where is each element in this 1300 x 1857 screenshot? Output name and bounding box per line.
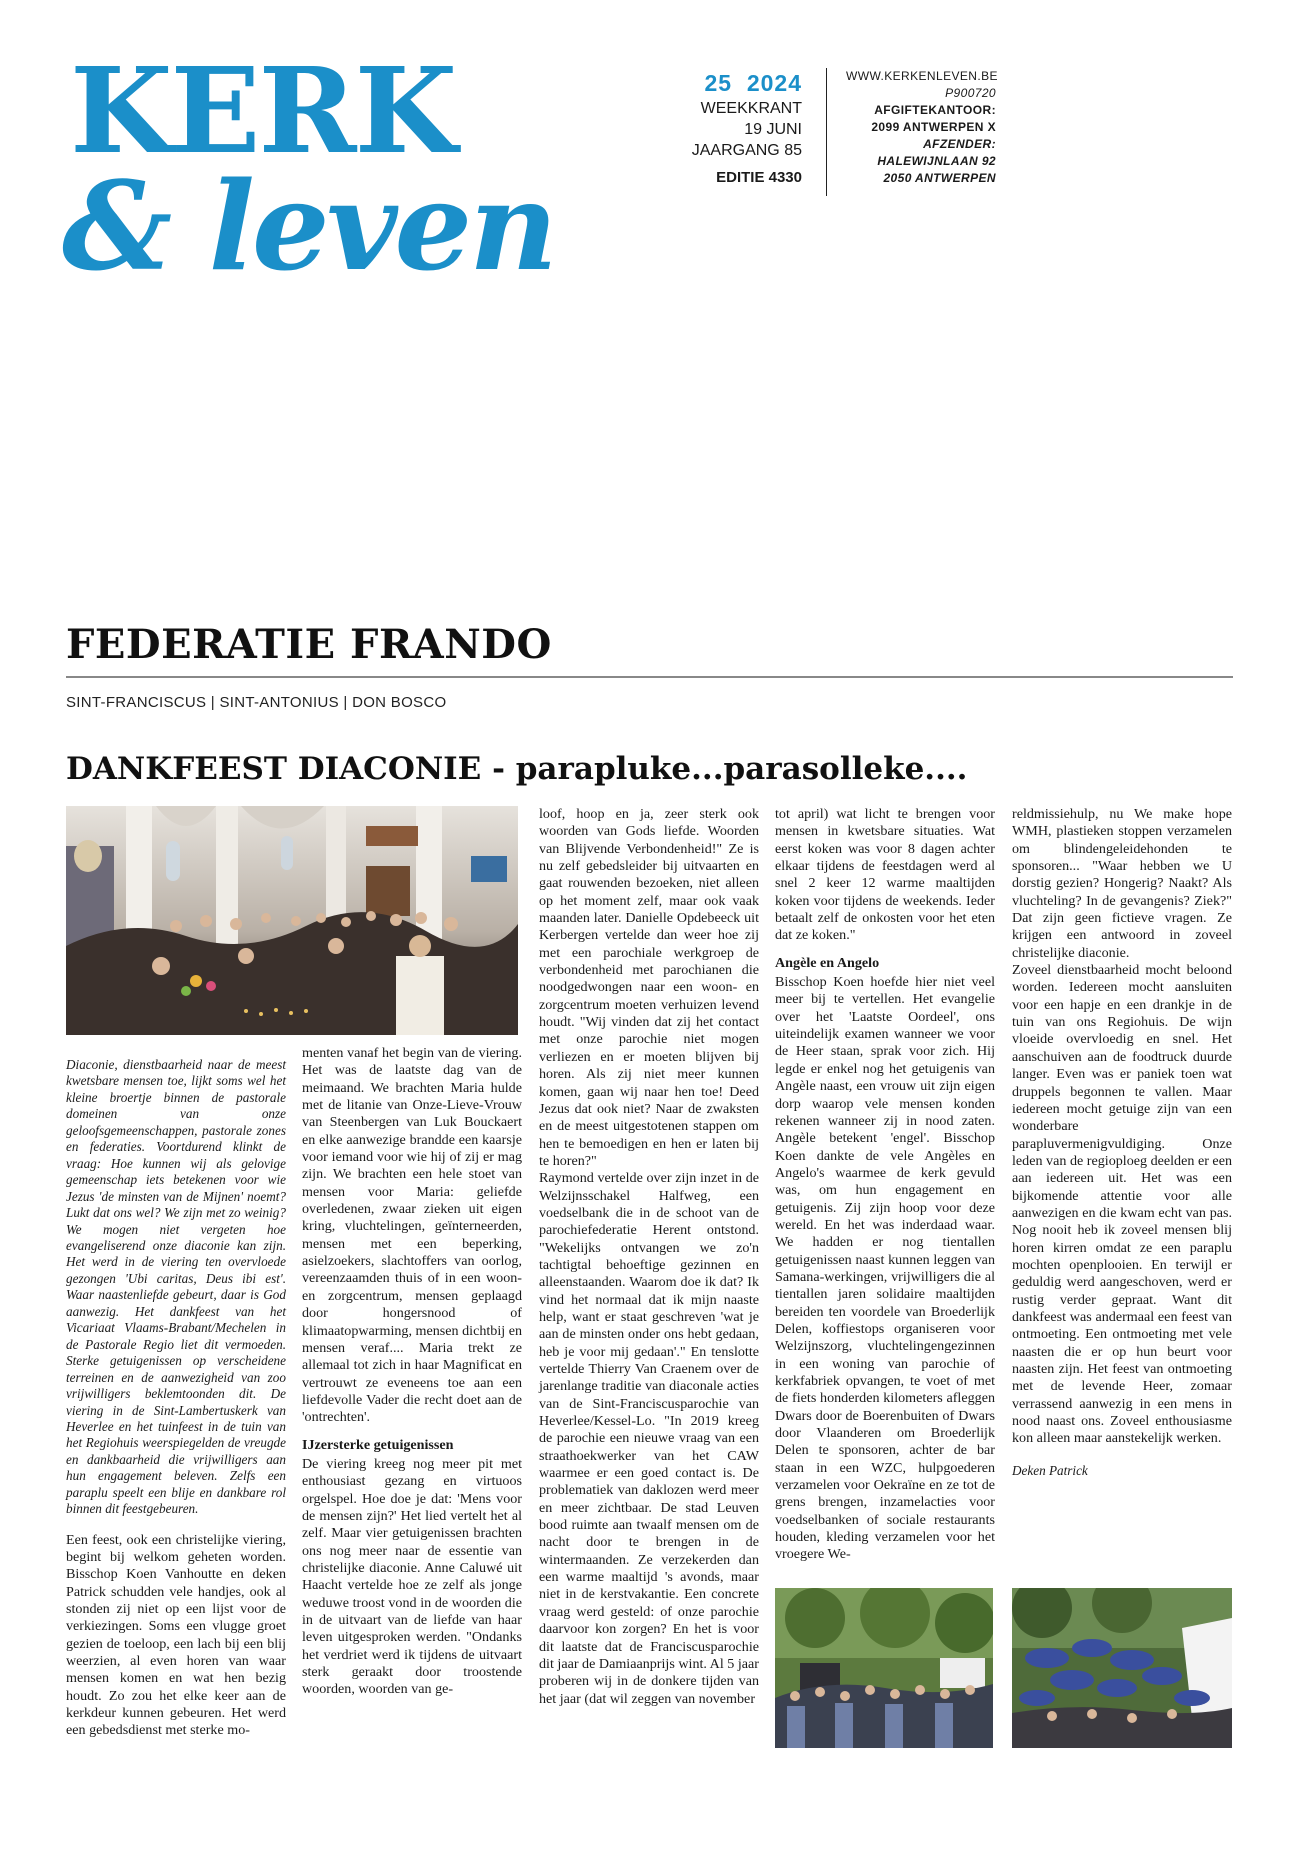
- permit: P900720: [945, 86, 996, 100]
- masthead-divider: [826, 68, 827, 196]
- edition-number: EDITIE 4330: [716, 169, 802, 186]
- sender-street: HALEWIJNLAAN 92: [877, 154, 996, 168]
- issue-date: 19 JUNI: [744, 121, 802, 138]
- parish-list: SINT-FRANCISCUS | SINT-ANTONIUS | DON BOSCO: [66, 694, 447, 711]
- issue-no: 25: [704, 70, 733, 96]
- office-label: AFGIFTEKANTOOR:: [874, 103, 996, 117]
- subheading-angele: Angèle en Angelo: [775, 954, 880, 971]
- article-column-3: [539, 806, 759, 1708]
- column4-paragraph-1: tot april) wat licht te brengen voor mensen in kwetsbare situaties. Wat eerst koken was voor 8 dagen achter elkaar tijdens de feestdagen werd al snel 2 keer 12 warme maaltijden koken voor tijdens de weekends. Ieder betaalt zelf de onkosten voor het eten dat ze koken.": [775, 806, 995, 944]
- article-column-2: [302, 1045, 522, 1699]
- sender-label: AFZENDER:: [923, 137, 996, 151]
- column3-paragraph-1: loof, hoop en ja, zeer sterk ook woorden van Gods liefde. Woorden van Blijvende Verbondenheid!" Ze is nu zelf gebedsleider bij uitvaarten en gaat rouwenden bezoeken, niet alleen op het moment zelf, maar ook vaak maanden later. Danielle Opdebeeck uit Kerbergen vertelde dan weer hoe zij met een parochiale werkgroep de verbondenheid met parochianen die noodgedwongen naar een woon- en zorgcentrum moeten verhuizen levend houdt. "Wij vinden dat zij het contact met onze parochie niet mogen verliezen en er moeten blijven bij horen. Als zij niet meer kunnen komen, gaan wij naar hen toe! Deed Jezus dat ook niet? Naar de zwaksten en de meest uitgestotenen stappen om hen te bemoedigen en hen er laten bij te horen?": [539, 806, 759, 1169]
- column5-paragraph-1: reldmissiehulp, nu We make hope WMH, plastieken stoppen verzamelen om blindengeleidehonden te sponsoren... "Waar hebben we U dorstig gezien? Hongerig? Naakt? Als vluchteling? In de gevangenis? Ziek?" Dat zijn geen fictieve vragen. Ze krijgen een antwoord in zoveel christelijke diaconie.: [1012, 806, 1232, 961]
- office: 2099 ANTWERPEN X: [871, 120, 996, 134]
- garden-crowd-photo: [775, 1588, 993, 1748]
- sender-city: 2050 ANTWERPEN: [883, 171, 996, 185]
- postal-block: [846, 68, 996, 187]
- column3-paragraph-2: Raymond vertelde over zijn inzet in de Welzijnsschakel Halfweg, een voedselbank die in de schoot van de parochiefederatie Herent ontstond. "Wekelijks ontvangen we zo'n tachtigtal behoeftige gezinnen en alleenstaanden. Waarom doe ik dat? Ik vind het normaal dat ik mijn naaste help, want er staat geschreven 'wat je aan de minsten onder ons hebt gedaan, heb je voor mij gedaan'." En tenslotte vertelde Thierry Van Craenem over de jarenlange traditie van diaconale acties van de Sint-Franciscusparochie van Heverlee/Kessel-Lo. "In 2019 kreeg de parochie een nieuwe vraag van een straathoekwerker van het CAW waarmee er een goed contact is. De problematiek van daklozen werd meer en meer zichtbaar. De stad Leuven bood ruimte aan twaalf mensen om de nacht door te brengen in de wintermaanden. Ze verzekerden dan een warme maaltijd 's avonds, maar niet in de kerstvakantie. Een concrete vraag werd gesteld: of onze parochie daarvoor kon zorgen? En het is voor dit laatste dat de Franciscusparochie dit jaar de Damiaanprijs wint. Al 5 jaar proberen wij in de donkere tijden van het jaar (dat wil zeggen van november: [539, 1170, 759, 1707]
- article-column-5: [1012, 806, 1232, 1479]
- issue-year: 2024: [746, 70, 802, 96]
- logo-kerk: KERK: [70, 41, 456, 180]
- subheading-ijzersterke: IJzersterke getuigenissen: [302, 1436, 454, 1453]
- volume: JAARGANG 85: [691, 142, 802, 159]
- section-rule: [66, 676, 1233, 678]
- signature: Deken Patrick: [1012, 1462, 1088, 1478]
- website: WWW.KERKENLEVEN.BE: [846, 69, 998, 83]
- article-headline: DANKFEEST DIACONIE - parapluke...parasolleke....: [66, 751, 968, 787]
- section-title: FEDERATIE FRANDO: [66, 621, 552, 668]
- church-interior-photo: [66, 806, 518, 1035]
- article-intro: Diaconie, dienstbaarheid naar de meest kwetsbare mensen toe, lijkt soms wel het kleine broertje binnen de pastorale domeinen van onze geloofsgemeenschappen, pastorale zones en federaties. Voortdurend klinkt de vraag: Hoe kunnen wij als gelovige gemeenschap iets betekenen voor wie Jezus 'de minsten van de Mijnen' noemt? Lukt dat ons wel? We zijn met zo weinig? We mogen niet vergeten hoe evangeliserend onze diaconie kan zijn. Het werd in de viering ten overvloede gezongen 'Ubi caritas, Deus ibi est'. Waar naastenliefde gebeurt, daar is God aanwezig. Het dankfeest van het Vicariaat Vlaams-Brabant/Mechelen in de Pastorale Regio liet dit vermoeden. Sterke getuigenissen op verscheidene terreinen en de aanwezigheid van zoo vrijwilligers beklemtoonden dit. De viering in de Sint-Lambertuskerk van Heverlee en het tuinfeest in de tuin van het Regiohuis weerspiegelden de vreugde en dankbaarheid die vrijwilligers aan hun engagement beleven. Zelfs een paraplu speelt een blije en dankbare rol binnen dit feestgebeuren.: [66, 1057, 286, 1517]
- article-column-4: [775, 806, 995, 1564]
- edition-block: [640, 70, 802, 188]
- column1-body: Een feest, ook een christelijke viering, begint bij welkom geheten worden. Bisschop Koen Vanhoutte en deken Patrick schudden vele handjes, ook al stonden zij niet op een lijst voor de verkiezingen. Soms een vlugge groet gezien de toeloop, een lach bij een blij weerzien, al even horen van waar mensen komen en wat hen bezig houdt. Zo zou het elke keer aan de kerkdeur kunnen gebeuren. Het werd een gebedsdienst met sterke mo-: [66, 1531, 286, 1739]
- issue-number: [640, 70, 802, 96]
- article-column-1: [66, 1057, 286, 1740]
- column5-paragraph-2: Zoveel dienstbaarheid mocht beloond worden. Iedereen mocht aansluiten voor een hapje en een drankje in de tuin van ons Regiohuis. De wijn vloeide overvloedig en snel. Het aanschuiven aan de foodtruck duurde langer. Even was er paniek toen wat druppels begonnen te vallen. Maar iedereen mocht getuige zijn van een wonderbare parapluvermenigvuldiging. Onze leden van de regioploeg deelden er een aan iedereen uit. Het was een bijkomende attentie voor alle aanwezigen en die kwam echt van pas. Nog nooit heb ik zoveel mensen blij horen kirren omdat ze een paraplu mochten openplooien. En terwijl er geduldig werd aangeschoven, werd er rustig verder gepraat. Want dit dankfeest was andermaal een feest van ontmoeting. Een ontmoeting met vele naasten die er op hun beurt voor naasten zijn. Het feest van ontmoeting met de levende Heer, zomaar verrassend aanwezig in een mens in nood naast ons. Zoveel enthousiasme kon alleen maar aanstekelijk werken.: [1012, 962, 1232, 1447]
- column4-paragraph-2: Bisschop Koen hoefde hier niet veel meer bij te vertellen. Het evangelie over het 'Laatste Oordeel', ons uiteindelijk examen wanneer we voor de Heer staan, sprak voor zich. Hij legde er enkel nog het getuigenis van Angèle naast, een vrouw uit zijn eigen dorp waarop vele mensen konden rekenen wanneer zij in nood zaten. Angèle betekent 'engel'. Bisschop Koen dankte de vele Angèles en Angelo's waarmee de kerk gevuld was, om hun engagement en getuigenis. Zij zijn hoop voor deze wereld. En het was inderdaad waar. We hadden er nog tientallen getuigenissen naast kunnen leggen van Samana-werkingen, vrijwilligers die al tientallen jaren solidaire maaltijden bereiden ten voordele van Broederlijk Delen, koffiestops organiseren voor Welzijnszorg, vluchtelingengezinnen in een woning van parochie of kerkfabriek opvangen, te voet of met de fiets honderden kilometers afleggen Dwars door de Boerenbuiten of Dwars door Vlaanderen om Broederlijk Delen te sponsoren, achter de bar staan in een WZC, hulpgoederen verzamelen voor Oekraïne en ze tot de grens brengen, inzamelacties voor voedselbanken of sociale restaurants houden, kleding verzamelen voor het vroegere We-: [775, 974, 995, 1563]
- column2-paragraph-2: De viering kreeg nog meer pit met enthousiast gezang en virtuoos orgelspel. Hoe doe je dat: 'Mens voor de mensen zijn?' Het lied vertelt het al zelf. Maar vier getuigenissen brachten ons nog meer naar de essentie van christelijke diaconie. Anne Caluwé uit Haacht vertelde hoe ze zelf als jonge weduwe troost vond in de woorden die in de uitvaart van de liefde van haar leven uitgesproken werden. "Ondanks het verdriet werd ik tijdens de uitvaart sterk geraakt door troostende woorden, woorden van ge-: [302, 1455, 522, 1698]
- paper-type: WEEKKRANT: [700, 100, 802, 117]
- column2-paragraph-1: menten vanaf het begin van de viering. Het was de laatste dag van de meimaand. We brachten Maria hulde met de litanie van Onze-Lieve-Vrouw van Steenbergen van Luk Bouckaert en elke aanwezige brandde een kaarsje voor iemand voor wie hij of zij er mag zijn. We brachten een hele stoet van mensen voor Maria: geliefde overledenen, zwaar zieken uit eigen kring, vluchtelingen, geïnterneerden, mensen met een beperking, asielzoekers, slachtoffers van oorlog, vereenzaamden thuis of in een woon- en zorgcentrum, mensen geplaagd door hongersnood of klimaatopwarming, mensen dichtbij en mensen veraf.... Maria trekt ze allemaal tot zich in haar Magnificat en vertrouwt ze eveneens toe aan een liefdevolle Vader die recht doet aan de 'ontrechten'.: [302, 1045, 522, 1426]
- logo-leven: & leven: [62, 154, 555, 298]
- umbrellas-crowd-photo: [1012, 1588, 1232, 1748]
